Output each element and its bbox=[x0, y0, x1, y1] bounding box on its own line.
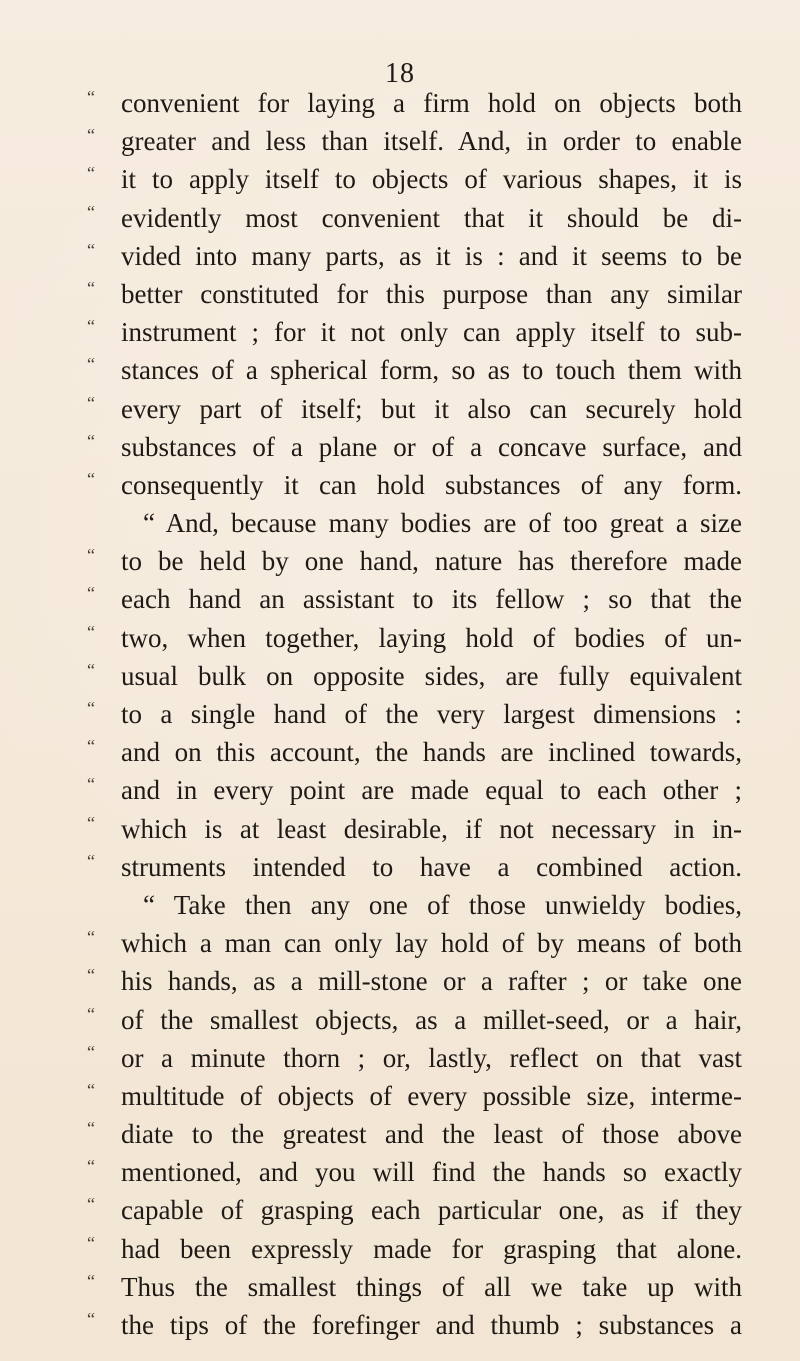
text-line bbox=[87, 1230, 742, 1268]
quote-mark: “ bbox=[87, 1309, 95, 1329]
text-line-indented bbox=[87, 886, 742, 924]
line-text: “ Take then any one of those unwieldy bodies, bbox=[143, 889, 742, 920]
line-text: vided into many parts, as it is : and it seems to be bbox=[121, 240, 742, 271]
text-line bbox=[87, 771, 742, 809]
quote-mark: “ bbox=[87, 1041, 95, 1062]
line-text: evidently most convenient that it should be di- bbox=[121, 202, 742, 233]
quote-mark: “ bbox=[87, 1003, 95, 1024]
line-text: convenient for laying a firm hold on objects both bbox=[121, 88, 742, 118]
quote-mark: “ bbox=[87, 698, 95, 718]
quote-mark: “ bbox=[87, 125, 95, 146]
text-line bbox=[87, 733, 742, 771]
quote-mark: “ bbox=[87, 201, 95, 222]
text-line bbox=[87, 1306, 742, 1344]
line-text: consequently it can hold substances of any form. bbox=[121, 469, 742, 500]
line-text: his hands, as a mill-stone or a rafter ; or take one bbox=[121, 966, 742, 997]
quote-mark: “ bbox=[87, 1079, 95, 1100]
text-line bbox=[87, 1001, 742, 1039]
line-text: instrument ; for it not only can apply itself to sub- bbox=[121, 317, 742, 348]
line-text: two, when together, laying hold of bodies of un- bbox=[121, 622, 742, 653]
text-line bbox=[87, 1115, 742, 1153]
line-text: capable of grasping each particular one, as if they bbox=[121, 1195, 742, 1226]
quote-mark: “ bbox=[87, 583, 95, 604]
text-line bbox=[87, 275, 742, 313]
line-text: of the smallest objects, as a millet-seed, or a hair, bbox=[121, 1004, 742, 1035]
text-line bbox=[87, 1153, 742, 1191]
text-line-indented bbox=[87, 504, 742, 542]
quote-mark: “ bbox=[87, 316, 95, 337]
quote-mark: “ bbox=[87, 430, 95, 451]
line-text: stances of a spherical form, so as to touch them with bbox=[121, 355, 742, 386]
quote-mark: “ bbox=[87, 736, 95, 757]
quote-mark: “ bbox=[87, 774, 95, 795]
quote-mark: “ bbox=[87, 812, 95, 833]
quote-mark: “ bbox=[87, 87, 95, 107]
text-line bbox=[87, 619, 742, 657]
text-line bbox=[87, 122, 742, 160]
quote-mark: “ bbox=[87, 545, 95, 566]
text-line bbox=[87, 1039, 742, 1077]
line-text: every part of itself; but it also can securely hold bbox=[121, 393, 742, 424]
text-line bbox=[87, 695, 742, 733]
text-line bbox=[87, 160, 742, 198]
text-line bbox=[87, 542, 742, 580]
quote-mark: “ bbox=[87, 1270, 95, 1291]
line-text: multitude of objects of every possible size, interme- bbox=[121, 1080, 742, 1111]
quote-mark: “ bbox=[87, 850, 95, 871]
page-number: 18 bbox=[385, 58, 415, 89]
line-text: to a single hand of the very largest dimensions : bbox=[121, 699, 742, 729]
line-text: the tips of the forefinger and thumb ; substances a bbox=[121, 1310, 742, 1340]
line-text: substances of a plane or of a concave surface, and bbox=[121, 431, 742, 462]
line-text: which a man can only lay hold of by means of both bbox=[121, 928, 742, 959]
quote-mark: “ bbox=[87, 354, 95, 375]
quote-mark: “ bbox=[87, 239, 95, 260]
line-text: Thus the smallest things of all we take up with bbox=[121, 1271, 742, 1302]
text-line bbox=[87, 466, 742, 504]
text-line bbox=[87, 580, 742, 618]
quote-mark: “ bbox=[87, 1156, 95, 1177]
line-text: which is at least desirable, if not necessary in in- bbox=[121, 813, 742, 844]
line-text: or a minute thorn ; or, lastly, reflect on that vast bbox=[121, 1042, 742, 1073]
line-text: better constituted for this purpose than any similar bbox=[121, 278, 742, 309]
text-line bbox=[87, 84, 742, 122]
quote-mark: “ bbox=[87, 621, 95, 642]
line-text: had been expressly made for grasping that alone. bbox=[121, 1233, 742, 1264]
text-line bbox=[87, 351, 742, 389]
text-line bbox=[87, 313, 742, 351]
line-text: each hand an assistant to its fellow ; so that the bbox=[121, 584, 742, 615]
text-line bbox=[87, 1268, 742, 1306]
line-text: and on this account, the hands are inclined towards, bbox=[121, 737, 742, 768]
line-text: and in every point are made equal to each other ; bbox=[121, 775, 742, 806]
text-line bbox=[87, 810, 742, 848]
quote-mark: “ bbox=[87, 277, 95, 298]
text-line bbox=[87, 962, 742, 1000]
text-line bbox=[87, 1191, 742, 1229]
line-text: to be held by one hand, nature has therefore made bbox=[121, 546, 742, 577]
line-text: struments intended to have a combined action. bbox=[121, 851, 742, 882]
quote-mark: “ bbox=[87, 1232, 95, 1253]
quote-mark: “ bbox=[87, 1118, 95, 1139]
text-line bbox=[87, 924, 742, 962]
text-line bbox=[87, 848, 742, 886]
body-text bbox=[87, 84, 742, 1344]
text-line bbox=[87, 1077, 742, 1115]
quote-mark: “ bbox=[87, 965, 95, 986]
line-text: greater and less than itself. And, in order to enable bbox=[121, 126, 742, 157]
quote-mark: “ bbox=[87, 468, 95, 489]
text-line bbox=[87, 199, 742, 237]
line-text: it to apply itself to objects of various shapes, it is bbox=[121, 164, 742, 195]
quote-mark: “ bbox=[87, 927, 95, 948]
quote-mark: “ bbox=[87, 163, 95, 184]
quote-mark: “ bbox=[87, 392, 95, 413]
text-line bbox=[87, 428, 742, 466]
text-line bbox=[87, 657, 742, 695]
text-line bbox=[87, 237, 742, 275]
line-text: mentioned, and you will find the hands so exactly bbox=[121, 1157, 742, 1188]
line-text: usual bulk on opposite sides, are fully equivalent bbox=[121, 660, 742, 691]
line-text: diate to the greatest and the least of those above bbox=[121, 1119, 742, 1150]
line-text: “ And, because many bodies are of too great a size bbox=[143, 508, 742, 539]
quote-mark: “ bbox=[87, 1194, 95, 1215]
text-line bbox=[87, 390, 742, 428]
quote-mark: “ bbox=[87, 659, 95, 680]
